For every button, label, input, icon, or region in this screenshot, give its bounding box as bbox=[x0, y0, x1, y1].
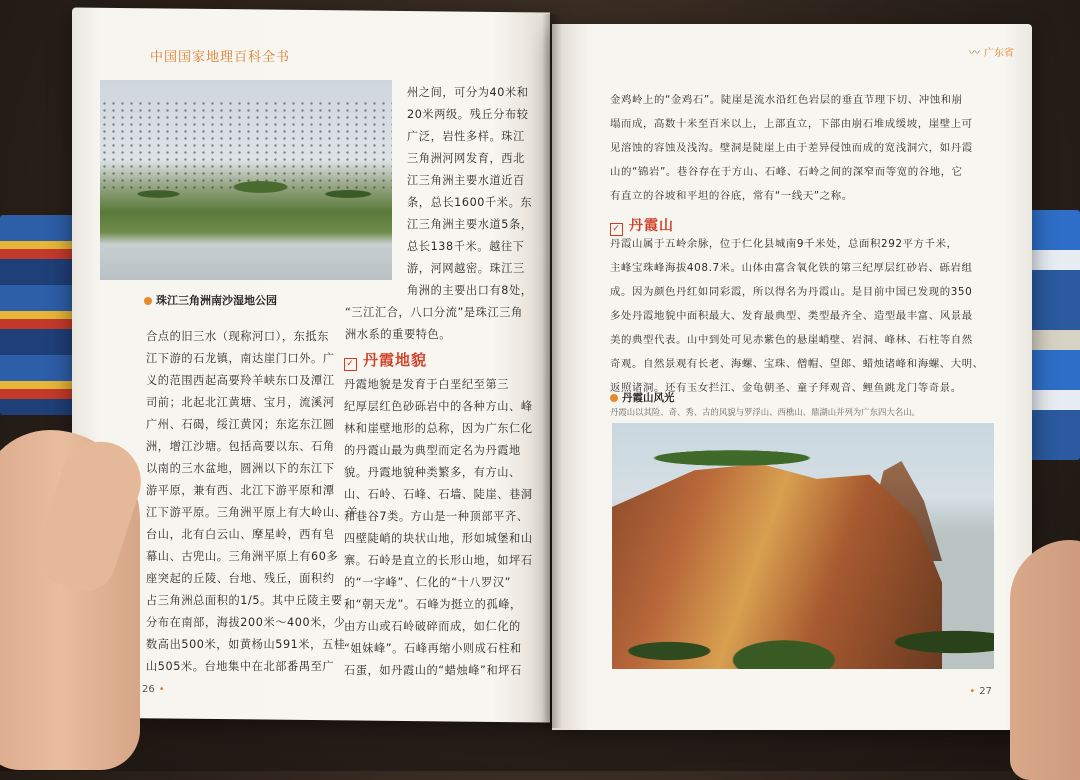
wetland-caption-text: 珠江三角洲南沙湿地公园 bbox=[156, 294, 277, 307]
text-line: 金鸡岭上的“金鸡石”。陡崖是流水沿红色岩层的垂直节理下切、冲蚀和崩 bbox=[610, 94, 963, 106]
text-line: 江下游平原。三角洲平原上有大岭山、羊 bbox=[146, 506, 359, 519]
text-line: “姐妹峰”。石峰再缩小则成石柱和 bbox=[344, 642, 522, 655]
left-page-column-top-right bbox=[345, 82, 533, 346]
page-number-left bbox=[142, 684, 169, 695]
text-line: 返照诸洞。还有玉女拦江、金龟朝圣、童子拜观音、鲤鱼跳龙门等奇景。 bbox=[610, 382, 962, 394]
text-line: 寨。石岭是直立的长形山地，如坪石 bbox=[344, 554, 533, 567]
text-line: 由方山或石岭破碎而成，如仁化的 bbox=[344, 620, 521, 633]
series-title: 中国国家地理百科全书 bbox=[150, 50, 291, 65]
heading-text: 丹霞地貌 bbox=[363, 351, 428, 369]
text-line: 和巷谷7类。方山是一种顶部平齐、 bbox=[344, 510, 529, 523]
text-line: 江三角洲主要水道近百 bbox=[407, 174, 525, 187]
text-line: 的“一字峰”、仁化的“十八罗汉” bbox=[344, 576, 512, 589]
text-line: 以南的三水盆地，圆洲以下的东江下 bbox=[146, 462, 335, 475]
text-line: 山、石岭、石峰、石墙、陡崖、巷洞 bbox=[344, 488, 533, 501]
dot-icon: • bbox=[158, 684, 165, 695]
text-line: 成。因为颜色丹红如同彩霞，所以得名为丹霞山。是目前中国已发现的350 bbox=[610, 286, 973, 298]
text-line: 四壁陡峭的块状山地，形如城堡和山 bbox=[344, 532, 533, 545]
text-line: 洲水系的重要特色。 bbox=[345, 328, 452, 341]
text-line: 游平原，兼有西、北江下游平原和潭 bbox=[146, 484, 335, 497]
text-line: 广州、石碣，绥江黄冈；东迄东江圆 bbox=[146, 418, 335, 431]
bullet-icon bbox=[610, 394, 618, 402]
text-line: 纪厚层红色砂砾岩中的各种方山、峰 bbox=[344, 400, 533, 413]
cliff-top-vegetation bbox=[642, 449, 822, 467]
left-page-column-right bbox=[344, 374, 534, 682]
text-line: 数高出500米，如黄杨山591米，五桂 bbox=[146, 638, 346, 651]
text-line: 分布在南部，海拔200米～400米，少 bbox=[146, 616, 346, 629]
text-line: 多处丹霞地貌中面积最大、发育最典型、类型最齐全、造型最丰富、风景最 bbox=[610, 310, 973, 322]
forest bbox=[612, 579, 994, 669]
text-line: 美的典型代表。山中到处可见赤紫色的悬崖峭壁、岩洞、峰林、石柱等自然 bbox=[610, 334, 973, 346]
text-line: 山505米。台地集中在北部番禺至广 bbox=[146, 660, 335, 673]
text-line: 江下游的石龙镇，南达崖门口外。广 bbox=[146, 352, 335, 365]
text-line: “三江汇合，八口分流”是珠江三角 bbox=[345, 306, 523, 319]
left-page-column-main bbox=[146, 326, 359, 678]
text-line: 山的“锦岩”。巷谷存在于方山、石峰、石岭之间的深窄而等宽的谷地，它 bbox=[610, 166, 963, 178]
text-line: 游，河网越密。珠江三 bbox=[407, 262, 525, 275]
text-line: 幕山、古兜山。三角洲平原上有60多 bbox=[146, 550, 339, 563]
text-line: 三角洲河网发育，西北 bbox=[407, 152, 525, 165]
text-line: 奇观。自然景观有长老、海螺、宝珠、僧帽、望郎、蜡烛诸峰和海螺、大明、 bbox=[610, 358, 984, 370]
text-line: 台山，北有白云山、摩星岭，西有皂 bbox=[146, 528, 335, 541]
text-line: 座突起的丘陵、台地、残丘，面积约 bbox=[146, 572, 335, 585]
right-hand bbox=[1010, 540, 1080, 780]
checkbox-icon: ✓ bbox=[610, 223, 623, 236]
checkbox-icon: ✓ bbox=[344, 358, 357, 371]
right-page-paragraph-main bbox=[610, 232, 1010, 400]
left-hand bbox=[0, 430, 140, 770]
wetland-photo-caption bbox=[144, 292, 277, 308]
book-spine bbox=[542, 14, 562, 728]
text-line: 洲，增江沙塘。包括高要以东、石角 bbox=[146, 440, 335, 453]
text-line: 塌而成，高数十米至百米以上，上部直立，下部由崩石堆成缓坡，崖壁上可 bbox=[610, 118, 973, 130]
text-line: 丹霞地貌是发育于白垩纪至第三 bbox=[344, 378, 510, 391]
page-number-right bbox=[965, 686, 992, 697]
page-number-text: 26 bbox=[142, 684, 155, 695]
text-line: 江三角洲主要水道5条， bbox=[407, 218, 533, 231]
danxia-photo-caption-title bbox=[610, 390, 675, 405]
text-line: 义的范围西起高要羚羊峡东口及潭江 bbox=[146, 374, 335, 387]
region-tag-text: 广东省 bbox=[984, 48, 1014, 59]
text-line: 广泛，岩性多样。珠江 bbox=[407, 130, 525, 143]
region-tag bbox=[969, 44, 1014, 60]
heading-text: 丹霞山 bbox=[629, 218, 674, 234]
dot-icon: • bbox=[969, 686, 976, 697]
text-line: 和“朝天龙”。石峰为挺立的孤峰， bbox=[344, 598, 522, 611]
section-heading-danxia-landform bbox=[344, 349, 427, 371]
text-line: 角洲的主要出口有8处， bbox=[407, 284, 533, 297]
text-line: 条，总长1600千米。东 bbox=[407, 196, 533, 209]
text-line: 石蛋，如丹霞山的“蜡烛峰”和坪石 bbox=[344, 664, 522, 677]
danxia-mountain-photo bbox=[612, 423, 994, 669]
text-line: 总长138千米。越往下 bbox=[407, 240, 525, 253]
trees bbox=[100, 152, 392, 222]
caption-title-text: 丹霞山风光 bbox=[622, 392, 675, 404]
text-line: 的丹霞山最为典型而定名为丹霞地 bbox=[344, 444, 521, 457]
text-line: 丹霞山属于五岭余脉，位于仁化县城南9千米处，总面积292平方千米， bbox=[610, 238, 958, 250]
text-line: 有直立的谷坡和平坦的谷底，常有“一线天”之称。 bbox=[610, 190, 853, 202]
text-line: 主峰宝珠峰海拔408.7米。山体由富含氧化铁的第三纪厚层红砂岩、砾岩组 bbox=[610, 262, 973, 274]
page-number-text: 27 bbox=[979, 686, 992, 697]
text-line: 貌。丹霞地貌种类繁多，有方山、 bbox=[344, 466, 521, 479]
text-line: 20米两级。残丘分布较 bbox=[407, 108, 529, 121]
text-line: 司前；北起北江黄塘、宝月，流溪河 bbox=[146, 396, 335, 409]
text-line: 林和崖壁地形的总称，因为广东仁化 bbox=[344, 422, 533, 435]
text-line: 占三角洲总面积的1/5。其中丘陵主要 bbox=[146, 594, 343, 607]
text-line: 见溶蚀的容蚀及浅沟。壁洞是陡崖上由于差异侵蚀而成的宽浅洞穴，如丹霞 bbox=[610, 142, 973, 154]
wetland-photo bbox=[100, 80, 392, 280]
text-line: 州之间，可分为40米和 bbox=[407, 86, 529, 99]
danxia-photo-caption-sub: 丹霞山以其险、奇、秀、古的风貌与罗浮山、西樵山、鼎湖山并列为广东四大名山。 bbox=[610, 407, 920, 417]
bullet-icon bbox=[144, 297, 152, 305]
open-book bbox=[62, 10, 1042, 730]
swirl-icon: 〰 bbox=[969, 46, 980, 59]
right-page-paragraph-top bbox=[610, 88, 1010, 208]
text-line: 合点的旧三水（现称河口），东抵东 bbox=[146, 330, 330, 343]
